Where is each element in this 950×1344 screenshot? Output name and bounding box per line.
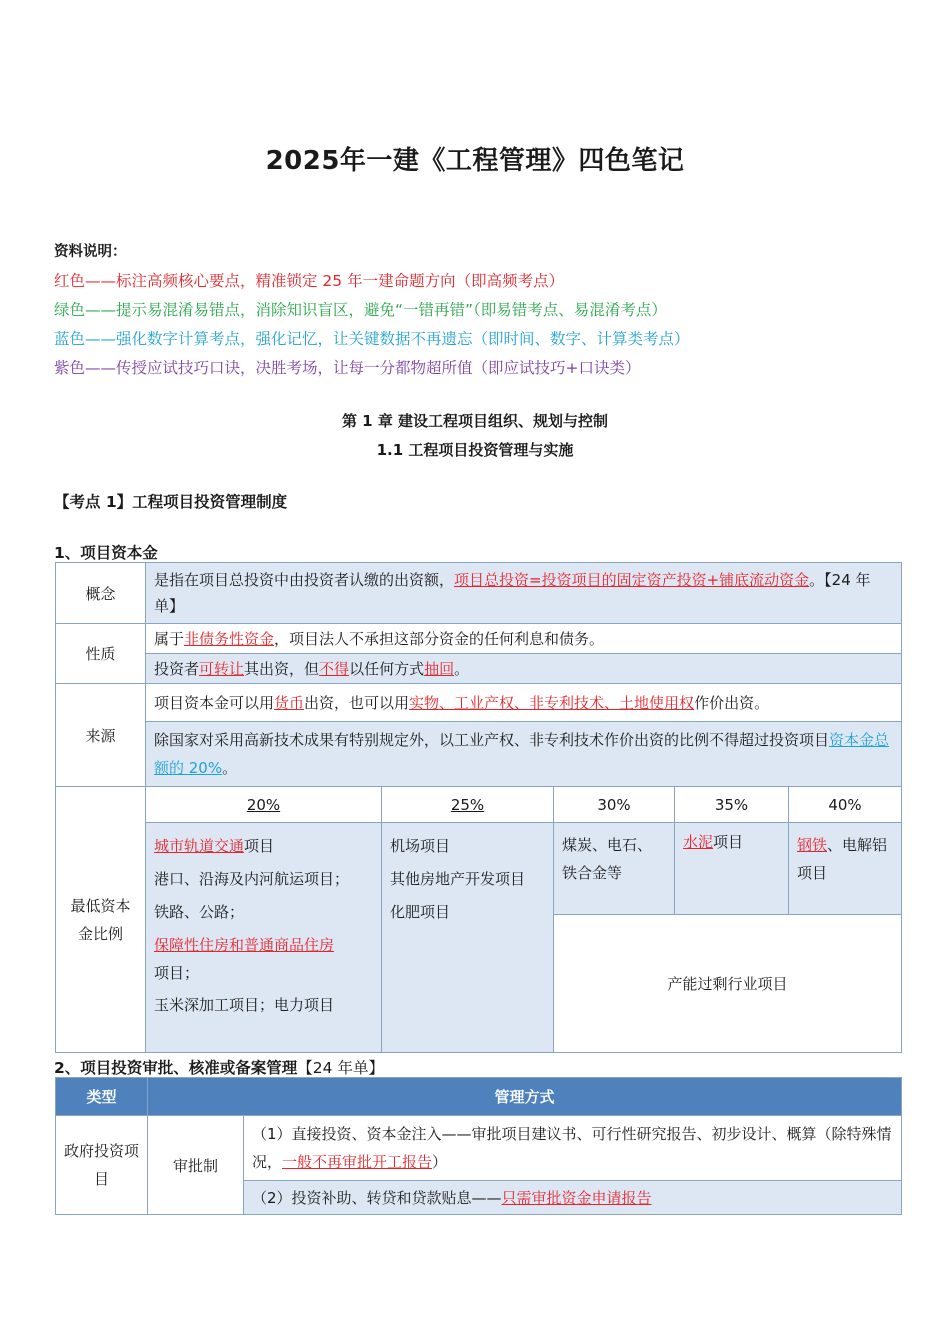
source-cell-2: 除国家对采用高新技术成果有特别规定外，以工业产权、非专利技术作价出资的比例不得超过投资项目资本金总额的 20%。: [146, 722, 902, 787]
ratio-items-row: [56, 823, 902, 915]
color-legend: [54, 238, 690, 383]
header-mgmt: 管理方式: [148, 1078, 902, 1116]
gov-item-1: （1）直接投资、资本金注入——审批项目建议书、可行性研究报告、初步设计、概算（除特殊情况，一般不再审批开工报告）: [244, 1116, 902, 1181]
pct-25: 25%: [382, 787, 554, 823]
legend-green: 绿色——提示易混淆易错点，消除知识盲区，避免“一错再错”（即易错考点、易混淆考点）: [54, 301, 667, 319]
pct-40: 40%: [789, 787, 902, 823]
approval-system-cell: 审批制: [148, 1116, 244, 1215]
section-title: 1.1 工程项目投资管理与实施: [376, 441, 574, 459]
source-label: 来源: [56, 684, 146, 787]
col-35-items: 水泥项目: [675, 823, 789, 915]
nature-label: 性质: [56, 624, 146, 684]
source-row-2: [56, 722, 902, 787]
approval-table: [55, 1077, 902, 1215]
page-title: 2025年一建《工程管理》四色笔记: [265, 146, 685, 176]
ratio-header-row: [56, 787, 902, 823]
section1-title: 1、项目资本金: [54, 544, 158, 562]
concept-cell: 是指在项目总投资中由投资者认缴的出资额，项目总投资=投资项目的固定资产投资+铺底流动资金。【24 年单】: [146, 563, 902, 624]
chapter-title: 第 1 章 建设工程项目组织、规划与控制: [341, 412, 609, 430]
nature-cell-2: 投资者可转让其出资，但不得以任何方式抽回。: [146, 654, 902, 684]
col-30-items: 煤炭、电石、铁合金等: [554, 823, 675, 915]
legend-red: 红色——标注高频核心要点，精准锁定 25 年一建命题方向（即高频考点）: [54, 272, 565, 290]
col-20-items: 城市轨道交通项目 港口、沿海及内河航运项目； 铁路、公路； 保障性住房和普通商品住房 项目； 玉米深加工项目；电力项目: [146, 823, 382, 1053]
capital-table: [55, 562, 902, 1053]
concept-row: [56, 563, 902, 624]
pct-35: 35%: [675, 787, 789, 823]
source-cell-1: 项目资本金可以用货币出资，也可以用实物、工业产权、非专利技术、土地使用权作价出资。: [146, 684, 902, 722]
concept-label: 概念: [56, 563, 146, 624]
nature-row-2: [56, 654, 902, 684]
legend-purple: 紫色——传授应试技巧口诀，决胜考场，让每一分都物超所值（即应试技巧+口诀类）: [54, 359, 641, 377]
col-25-items: 机场项目 其他房地产开发项目 化肥项目: [382, 823, 554, 1053]
gov-type-cell: 政府投资项目: [56, 1116, 148, 1215]
nature-cell-1: 属于非债务性资金，项目法人不承担这部分资金的任何利息和债务。: [146, 624, 902, 654]
kaodian-heading: 【考点 1】工程项目投资管理制度: [54, 493, 288, 511]
section2-title: 2、项目投资审批、核准或备案管理【24 年单】: [54, 1059, 384, 1077]
legend-heading: 资料说明：: [54, 244, 127, 260]
overcap-cell: 产能过剩行业项目: [554, 915, 902, 1053]
approval-header-row: [56, 1078, 902, 1116]
gov-row: [56, 1116, 902, 1181]
pct-20: 20%: [146, 787, 382, 823]
pct-30: 30%: [554, 787, 675, 823]
nature-row: [56, 624, 902, 654]
ratio-label: 最低资本金比例: [56, 787, 146, 1053]
legend-blue: 蓝色——强化数字计算考点，强化记忆，让关键数据不再遗忘（即时间、数字、计算类考点）: [54, 330, 690, 348]
col-40-items: 钢铁、电解铝项目: [789, 823, 902, 915]
source-row: [56, 684, 902, 722]
gov-item-2: （2）投资补助、转贷和贷款贴息——只需审批资金申请报告: [244, 1181, 902, 1215]
header-type: 类型: [56, 1078, 148, 1116]
